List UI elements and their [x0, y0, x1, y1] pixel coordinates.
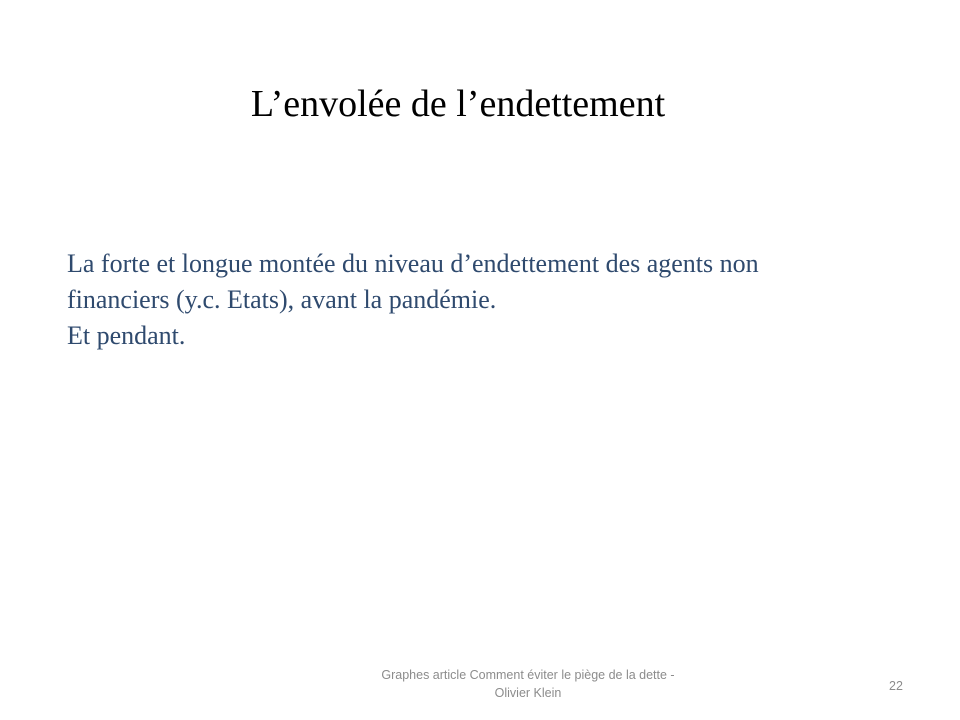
footer-line: Olivier Klein — [494, 686, 562, 700]
slide-title: L’envolée de l’endettement — [250, 83, 666, 125]
body-line: financiers (y.c. Etats), avant la pandémie. — [67, 285, 497, 314]
footer-line: Graphes article Comment éviter le piège de la dette - — [381, 668, 675, 682]
slide-number: 22 — [889, 679, 903, 693]
slide-body — [67, 246, 937, 354]
body-line: La forte et longue montée du niveau d’endettement des agents non — [67, 249, 759, 278]
slide-footer — [340, 666, 716, 702]
body-line: Et pendant. — [67, 321, 186, 350]
